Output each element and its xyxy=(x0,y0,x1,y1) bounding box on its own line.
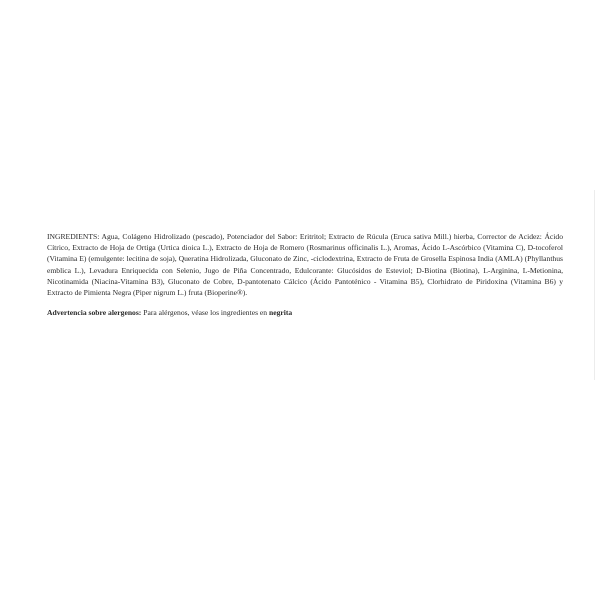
allergen-warning-text: Para alérgenos, véase los ingredientes en xyxy=(143,308,268,318)
allergen-warning-paragraph xyxy=(47,307,563,318)
ingredients-paragraph xyxy=(47,231,563,298)
right-edge-divider xyxy=(594,190,595,380)
allergen-warning-label: Advertencia sobre alergenos: xyxy=(47,308,142,318)
ingredients-label: INGREDIENTS: xyxy=(47,232,100,241)
ingredients-text: Agua, Colágeno Hidrolizado (pescado), Potenciador del Sabor: Eritritol; Extracto de Rúcula (Eruca sativa Mill.) hierba, Corrector de Acidez: Ácido Cítrico, Extracto de Hoja de Ortiga (Urtica dioica L.), Extracto de Hoja de Romero (Rosmarinus officinalis L.), Aromas, Ácido L-Ascórbico (Vitamina C), D-tocoferol (Vitamina E) (emulgente: lecitina de soja), Queratina Hidrolizada, Gluconato de Zinc, -ciclodextrina, Extracto de Fruta de Grosella Espinosa India (AMLA) (Phyllanthus emblica L.), Levadura Enriquecida con Selenio, Jugo de Piña Concentrado, Edulcorante: Glucósidos de Esteviol; D-Biotina (Biotina), L-Arginina, L-Metionina, Nicotinamida (Niacina-Vitamina B3), Gluconato de Cobre, D-pantotenato Cálcico (Ácido Pantoténico - Vitamina B5), Clorhidrato de Piridoxina (Vitamina B6) y Extracto de Pimienta Negra (Piper nigrum L.) fruta (Bioperine®). xyxy=(47,232,563,298)
ingredients-document xyxy=(47,231,563,318)
allergen-warning-emphasis: negrita xyxy=(269,308,293,318)
